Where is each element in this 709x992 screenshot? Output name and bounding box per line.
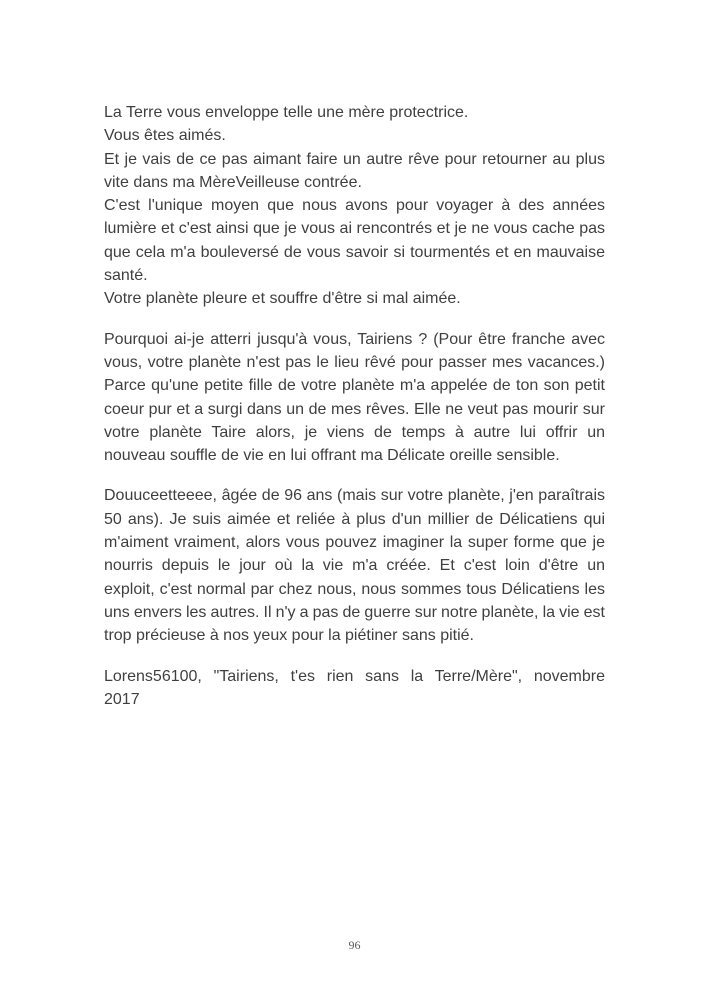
text-line: votre planète Taire alors, je viens de temps à autre lui offrir un: [104, 423, 605, 441]
text-line: coeur pur et a surgi dans un de mes rêves. Elle ne veut pas mourir sur: [104, 400, 605, 418]
text-line: Votre planète pleure et souffre d'être si mal aimée.: [104, 290, 461, 308]
text-line: trop précieuse à nos yeux pour la piétiner sans pitié.: [104, 627, 474, 645]
page-number: 96: [348, 938, 361, 952]
text-line: 50 ans). Je suis aimée et reliée à plus d'un millier de Délicatiens qui: [104, 510, 605, 528]
text-line: Parce qu'une petite fille de votre planète m'a appelée de ton son petit: [104, 377, 605, 395]
paragraph-citation: [104, 665, 605, 712]
text-line: vous, votre planète n'est pas le lieu rêvé pour passer mes vacances.): [104, 353, 605, 371]
text-line: m'aiment vraiment, alors vous pouvez imaginer la super forme que je: [104, 534, 605, 552]
text-line: 2017: [104, 690, 140, 708]
text-line: uns envers les autres. Il n'y a pas de guerre sur notre planète, la vie est: [104, 603, 605, 621]
text-line: Et je vais de ce pas aimant faire un autre rêve pour retourner au plus: [104, 150, 605, 168]
text-line: Vous êtes aimés.: [104, 127, 226, 145]
paragraph-delicatiens: [104, 484, 605, 647]
text-line: que cela m'a bouleversé de vous savoir si tourmentés et en mauvaise: [104, 243, 605, 261]
text-line: nourris depuis le jour où la vie m'a créée. Et c'est loin d'être un: [104, 557, 605, 575]
text-line: La Terre vous enveloppe telle une mère protectrice.: [104, 104, 469, 121]
text-line: Lorens56100, "Tairiens, t'es rien sans la Terre/Mère", novembre: [104, 667, 605, 685]
text-line: nouveau souffle de vie en lui offrant ma Délicate oreille sensible.: [104, 447, 560, 465]
text-line: lumière et c'est ainsi que je vous ai rencontrés et je ne vous cache pas: [104, 220, 605, 238]
text-line: santé.: [104, 267, 148, 285]
text-line: exploit, c'est normal par chez nous, nous sommes tous Délicatiens les: [104, 580, 605, 598]
text-line: Douuceetteeee, âgée de 96 ans (mais sur votre planète, j'en paraîtrais: [104, 487, 605, 505]
text-line: C'est l'unique moyen que nous avons pour voyager à des années: [104, 197, 605, 215]
paragraph-tairiens: [104, 328, 605, 468]
paragraph-opening-lines: [104, 101, 605, 311]
text-line: Pourquoi ai-je atterri jusqu'à vous, Tairiens ? (Pour être franche avec: [104, 330, 605, 348]
page-text-content: [104, 101, 605, 711]
text-line: vite dans ma MèreVeilleuse contrée.: [104, 173, 362, 191]
